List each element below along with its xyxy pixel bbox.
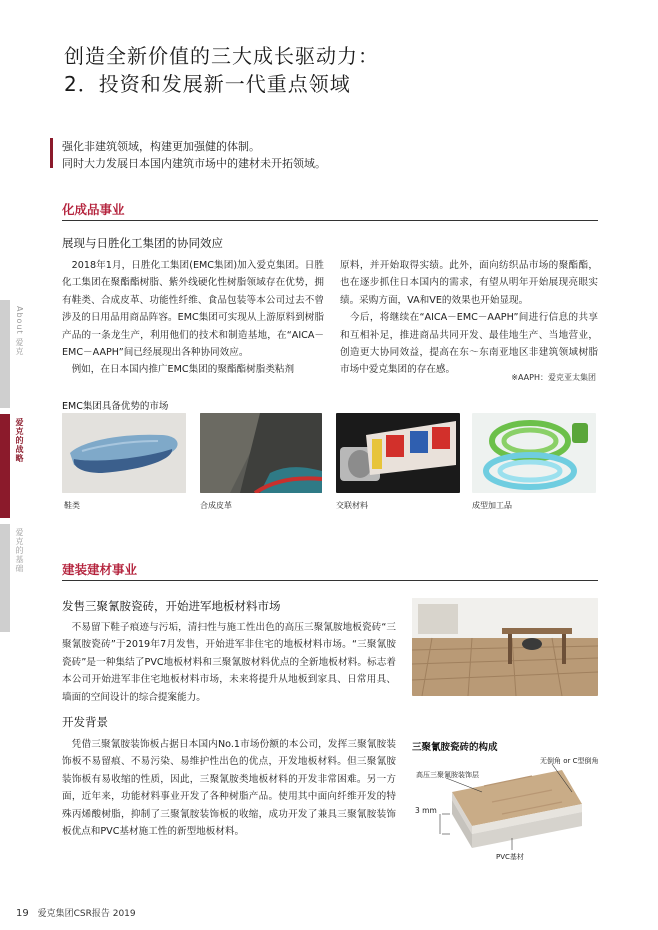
chemical-right-column [340, 257, 598, 379]
photo-shoes [62, 413, 186, 493]
diagram-title: 三聚氰胺瓷砖的构成 [412, 742, 498, 753]
subheading-synergy: 展现与日胜化工集团的协同效应 [62, 236, 223, 250]
markets-title: EMC集团具备优势的市场 [62, 401, 169, 412]
page-title-line2: 2．投资和发展新一代重点领域 [64, 72, 351, 96]
section-title-chemical: 化成品事业 [62, 202, 125, 217]
diagram-label-base: PVC基材 [496, 853, 524, 861]
photo-floor-room [412, 598, 598, 696]
caption-shoes: 鞋类 [64, 501, 80, 510]
chemical-left-column [62, 257, 324, 379]
footnote-aaph: ※AAPH：爱克亚太集团 [511, 373, 596, 382]
page-number: 19 [16, 908, 29, 919]
diagram-label-thickness: 3 mm [415, 806, 437, 815]
paragraph: 原料，并开始取得实绩。此外，面向纺织品市场的聚酯酯，也在逐步抓住日本国内的需求，有望从明年开始展现亮眼实绩。采购方面，VA和VE的效果也开始显现。 [340, 260, 598, 306]
paragraph: 今后，将继续在“AICA－EMC－AAPH”间进行信息的共享和互相补足，推进商品共同开发、最佳地生产、当地营业，创造更大协同效益，提高在东～东南亚地区非建筑领域树脂市场中爱克集团的存在感。 [340, 312, 598, 376]
intro-accent-bar [50, 138, 53, 168]
side-tab-strategy[interactable] [0, 414, 10, 518]
diagram-label-edge: 无倒角 or C型倒角 [540, 757, 599, 765]
section-divider [62, 220, 598, 221]
report-title: 爱克集团CSR报告 2019 [37, 909, 136, 919]
side-tab-strategy-label[interactable]: 爱克的战略 [15, 418, 24, 463]
footer [16, 906, 136, 919]
photo-crosslinked-material [336, 413, 460, 493]
caption-crosslinked-material: 交联材料 [336, 501, 368, 510]
paragraph: 例如，在日本国内推广EMC集团的聚酯酯树脂类粘剂 [62, 364, 295, 376]
side-tab-foundation[interactable] [0, 524, 10, 632]
intro-text [62, 138, 326, 172]
section-divider [62, 580, 598, 581]
paragraph: 2018年1月，日胜化工集团(EMC集团)加入爱克集团。日胜化工集团在聚酯酯树脂、紫外线硬化性树脂领域存在优势，拥有鞋类、合成皮革、功能性纤维、食品包装等本公司过去不曾涉及的日用品用商品阵容。EMC集团可实现从上游原料到树脂产品的一条龙生产，利用他们的技术和制造基地，在“AICA－EMC－AAPH”间已经展现出各种协同效应。 [62, 260, 324, 359]
paragraph-melamine-tile: 不易留下鞋子痕迹与污垢，清扫性与施工性出色的高压三聚氰胺地板瓷砖“三聚氰胺瓷砖”于2019年7月发售，开始进军非住宅的地板材料市场。“三聚氰胺瓷砖”是一种集结了PVC地板材料和三聚氰胺材料优点的全新地板材料。标志着本公司开始进军非住宅地板材料市场，未来将提升从地板到家具、日常用具、墙面的空间设计的综合提案能力。 [62, 622, 396, 703]
subheading-background: 开发背景 [62, 715, 108, 729]
caption-molded-products: 成型加工品 [472, 501, 512, 510]
paragraph-background: 凭借三聚氰胺装饰板占据日本国内No.1市场份额的本公司，发挥三聚氰胺装饰板不易留痕、不易污染、易维护性出色的优点，开发地板材料。但三聚氰胺装饰板有易收缩的性质，因此，三聚氰胺类地板材料的开发非常困难。另一方面，近年来，功能材料事业开发了各种树脂产品。使用其中面向纤维开发的特殊丙烯酸树脂，抑制了三聚氰胺装饰板的收缩，成功开发了兼具三聚氰胺装饰板优点和PVC基材施工性的新型地板材料。 [62, 739, 396, 838]
photo-synthetic-leather [200, 413, 322, 493]
photo-molded-products [472, 413, 596, 493]
subheading-melamine-tile: 发售三聚氰胺瓷砖，开始进军地板材料市场 [62, 599, 281, 613]
section-title-building: 建装建材事业 [62, 562, 138, 577]
intro-line-1: 强化非建筑领域，构建更加强健的体制。 [62, 140, 260, 153]
intro-line-2: 同时大力发展日本国内建筑市场中的建材未开拓领域。 [62, 157, 326, 170]
page-title-line1: 创造全新价值的三大成长驱动力： [64, 44, 379, 68]
caption-synthetic-leather: 合成皮革 [200, 501, 232, 510]
diagram-label-top-layer: 高压三聚氰胺装饰层 [416, 771, 479, 779]
side-tab-about-label[interactable]: About 爱克 [15, 306, 24, 357]
side-tab-about[interactable] [0, 300, 10, 408]
side-tab-foundation-label[interactable]: 爱克的基础 [15, 528, 24, 573]
